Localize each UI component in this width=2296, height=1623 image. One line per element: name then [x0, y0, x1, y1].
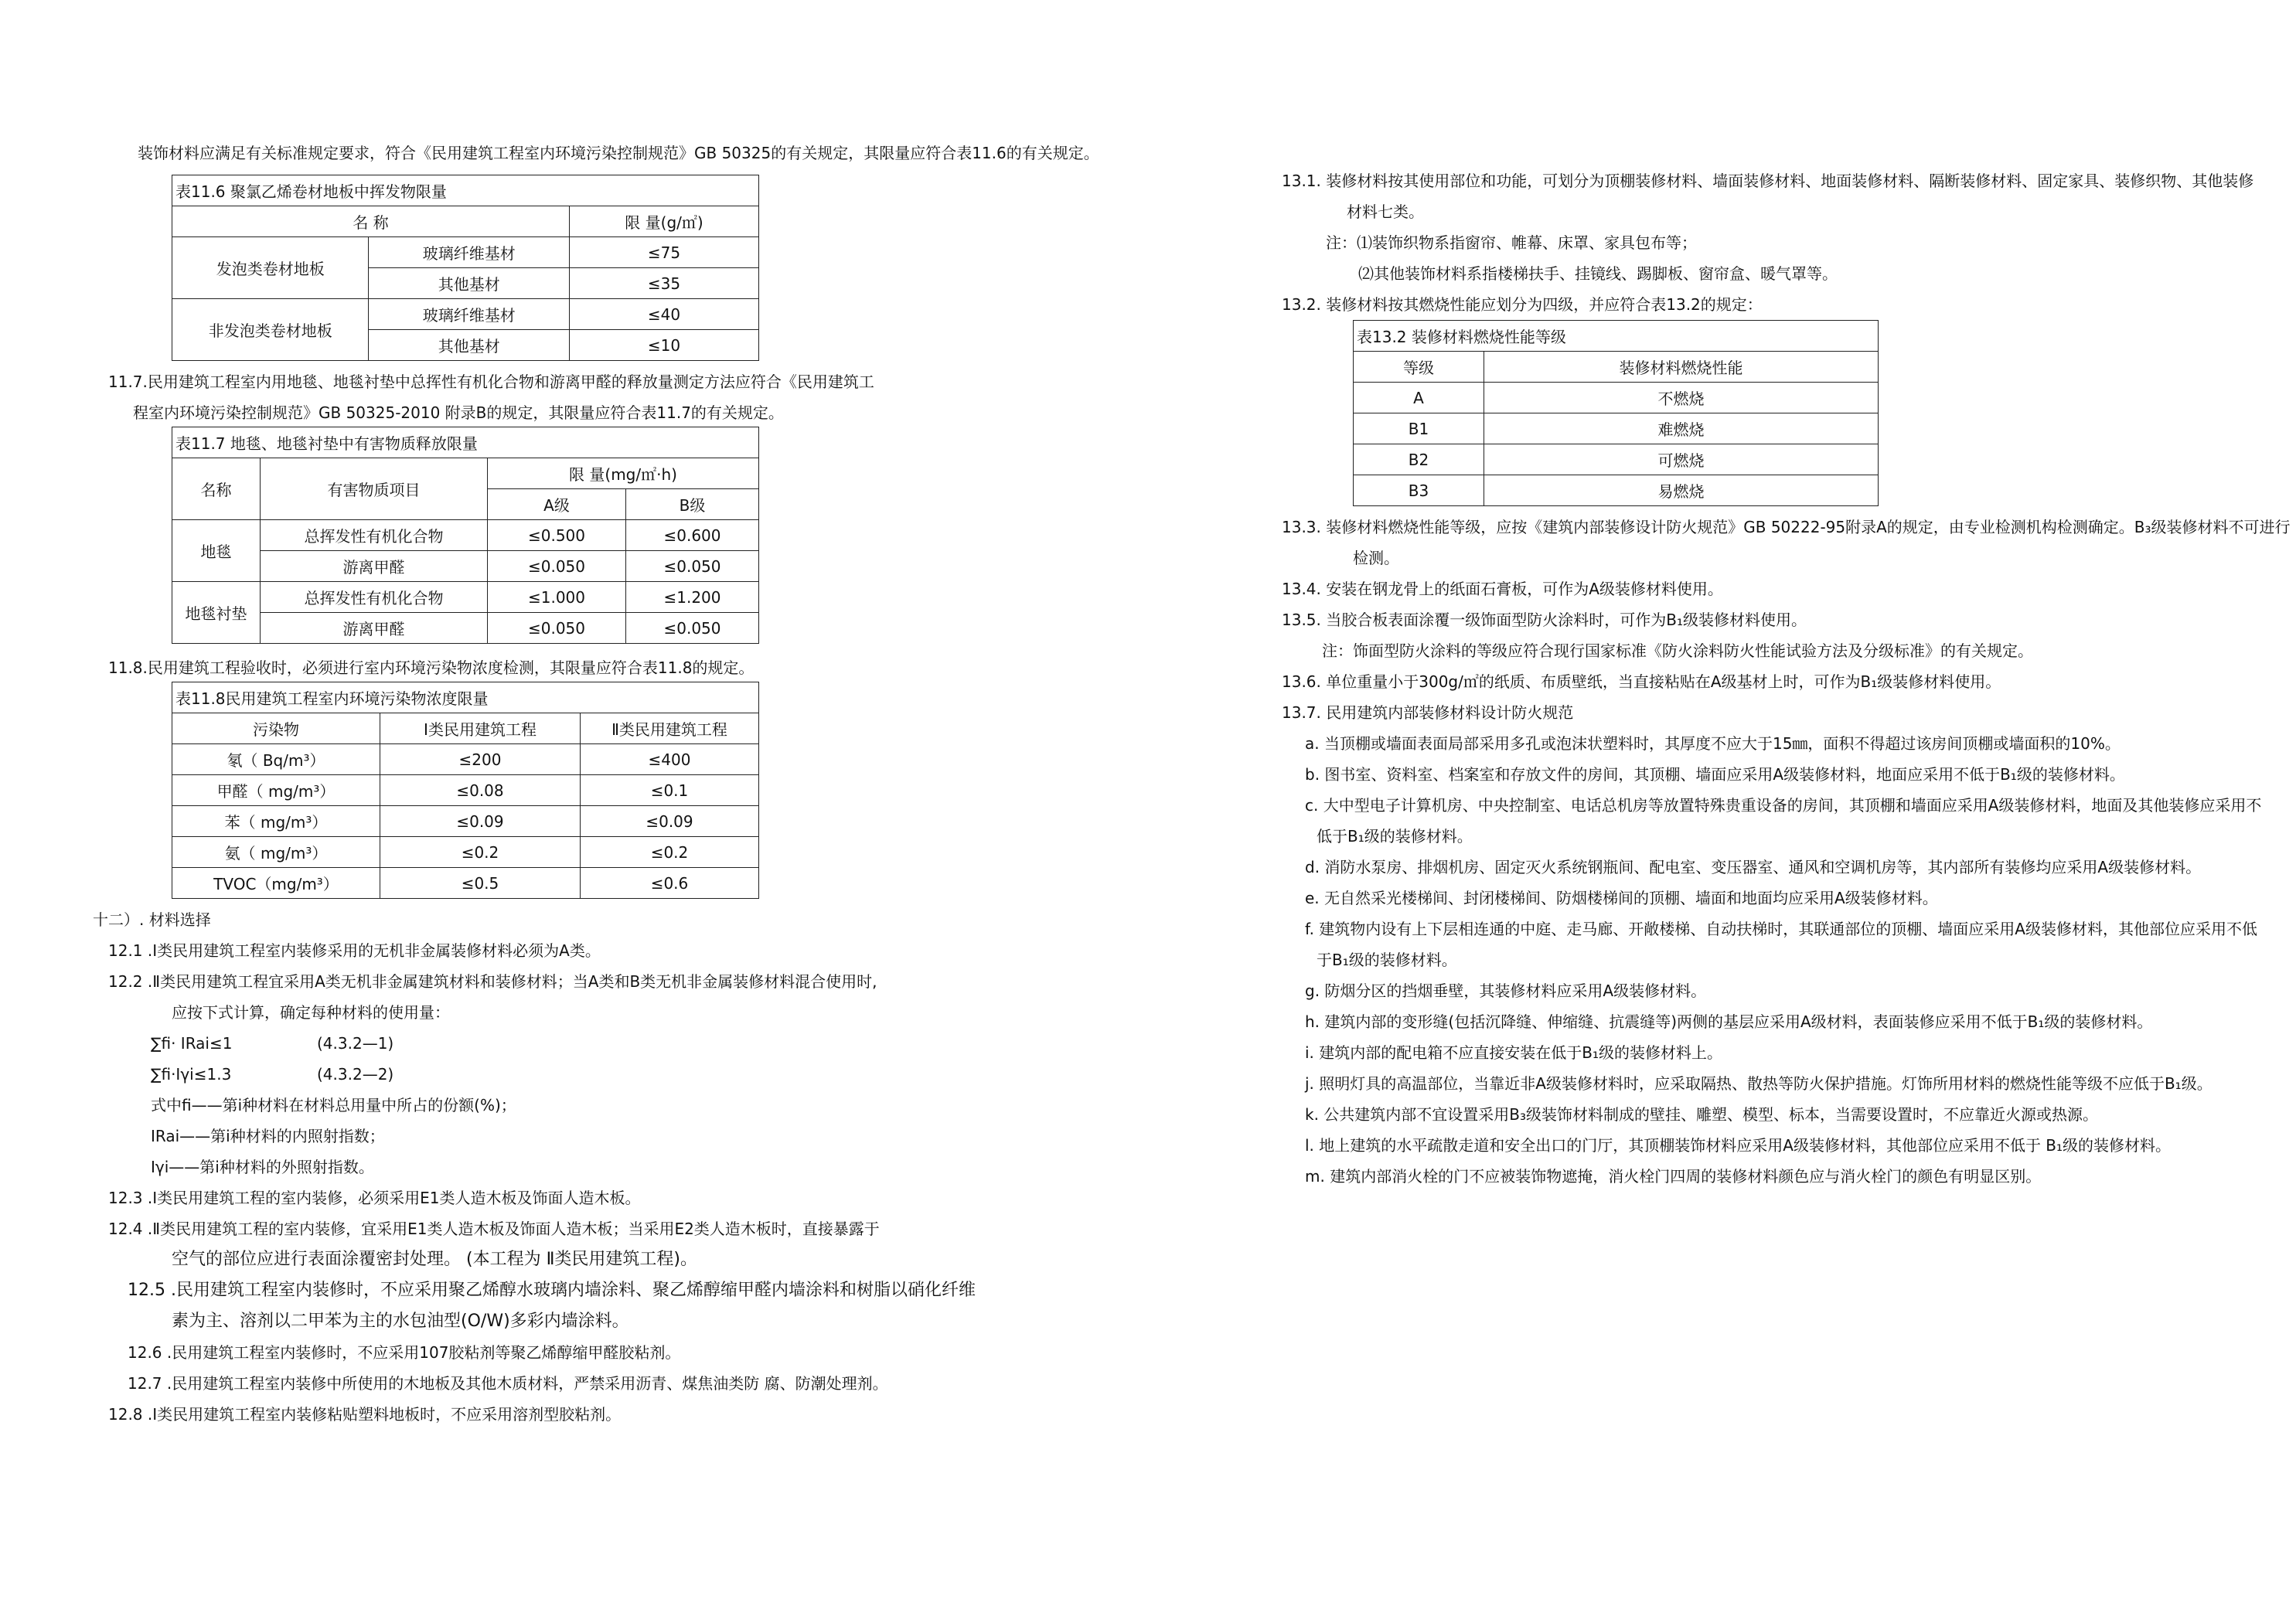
table-cell: B2 [1354, 444, 1484, 475]
item-13-7-m: m. 建筑内部消火栓的门不应被装饰物遮掩，消火栓门四周的装修材料颜色应与消火栓门的颜色有明显区别。 [1305, 1167, 2042, 1186]
table-cell: ≤10 [570, 330, 759, 361]
formula-1: ∑fi· IRai≤1 [151, 1034, 233, 1053]
table-cell: ≤0.08 [380, 775, 581, 806]
table-cell: 其他基材 [369, 330, 570, 361]
table-header: B级 [626, 489, 759, 520]
para-13-3-line1: 13.3. 装修材料燃烧性能等级，应按《建筑内部装修设计防火规范》GB 50222-95附录A的规定，由专业检测机构检测确定。B₃级装修材料不可进行 [1282, 518, 2291, 536]
item-13-7-c-line1: c. 大中型电子计算机房、中央控制室、电话总机房等放置特殊贵重设备的房间，其顶棚和墙面应采用A级装修材料，地面及其他装修应采用不 [1305, 796, 2262, 815]
table-cell: TVOC（mg/m³） [172, 868, 380, 899]
table-header: 装修材料燃烧性能 [1484, 352, 1879, 383]
item-13-7-d: d. 消防水泵房、排烟机房、固定灭火系统钢瓶间、配电室、变压器室、通风和空调机房等，其内部所有装修均应采用A级装修材料。 [1305, 858, 2202, 876]
table-cell: 非发泡类卷材地板 [172, 299, 369, 361]
table-cell: ≤0.600 [626, 520, 759, 551]
item-13-7-e: e. 无自然采光楼梯间、封闭楼梯间、防烟楼梯间的顶棚、墙面和地面均应采用A级装修材料。 [1305, 889, 1938, 907]
item-13-7-l: l. 地上建筑的水平疏散走道和安全出口的门厅，其顶棚装饰材料应采用A级装修材料，其他部位应采用不低于 B₁级的装修材料。 [1305, 1136, 2172, 1155]
formula-1-number: (4.3.2—1) [317, 1034, 394, 1053]
para-11-8: 11.8.民用建筑工程验收时，必须进行室内环境污染物浓度检测，其限量应符合表11.8的规定。 [108, 658, 755, 677]
para-13-6: 13.6. 单位重量小于300g/㎡的纸质、布质壁纸，当直接粘贴在A级基材上时，可作为B₁级装修材料使用。 [1282, 672, 2001, 691]
table-cell: 不燃烧 [1484, 383, 1879, 413]
table-11-7 [172, 427, 759, 644]
cut-off-top-text: 装饰材料应满足有关标准规定要求，符合《民用建筑工程室内环境污染控制规范》GB 50325的有关规定，其限量应符合表11.6的有关规定。 [138, 144, 1099, 162]
table-cell: 苯（ mg/m³） [172, 806, 380, 837]
table-cell: ≤0.5 [380, 868, 581, 899]
table-cell: ≤0.050 [626, 551, 759, 582]
item-13-7-b: b. 图书室、资料室、档案室和存放文件的房间，其顶棚、墙面应采用A级装修材料，地面应采用不低于B₁级的装修材料。 [1305, 765, 2125, 784]
table-cell: 玻璃纤维基材 [369, 299, 570, 330]
para-12-4-line1: 12.4 .Ⅱ类民用建筑工程的室内装修，宜采用E1类人造木板及饰面人造木板；当采用E2类人造木板时，直接暴露于 [108, 1220, 880, 1238]
table-cell: ≤0.09 [581, 806, 759, 837]
note-13-5: 注：饰面型防火涂料的等级应符合现行国家标准《防火涂料防火性能试验方法及分级标准》的有关规定。 [1322, 641, 2033, 660]
table-cell: ≤1.200 [626, 582, 759, 613]
table-header: A级 [488, 489, 626, 520]
table-caption: 表11.7 地毯、地毯衬垫中有害物质释放限量 [172, 427, 759, 458]
item-13-7-a: a. 当顶棚或墙面表面局部采用多孔或泡沫状塑料时，其厚度不应大于15㎜，面积不得超过该房间顶棚或墙面积的10%。 [1305, 734, 2121, 753]
table-header: Ⅱ类民用建筑工程 [581, 713, 759, 744]
item-13-7-k: k. 公共建筑内部不宜设置采用B₃级装饰材料制成的壁挂、雕塑、模型、标本，当需要设置时，不应靠近火源或热源。 [1305, 1105, 2099, 1124]
item-13-7-c-line2: 低于B₁级的装修材料。 [1317, 827, 1473, 846]
table-cell: 地毯衬垫 [172, 582, 261, 644]
table-cell: 游离甲醛 [261, 551, 488, 582]
para-12-5-line2: 素为主、溶剂以二甲苯为主的水包油型(O/W)多彩内墙涂料。 [172, 1312, 629, 1331]
item-13-7-j: j. 照明灯具的高温部位，当靠近非A级装修材料时，应采取隔热、散热等防火保护措施。灯饰所用材料的燃烧性能等级不应低于B₁级。 [1305, 1074, 2213, 1093]
formula-where-1: 式中fi——第i种材料在材料总用量中所占的份额(%)； [151, 1096, 516, 1114]
table-header: 等级 [1354, 352, 1484, 383]
table-cell: ≤0.6 [581, 868, 759, 899]
table-cell: ≤0.050 [488, 613, 626, 644]
note-13-1-b: ⑵其他装饰材料系指楼梯扶手、挂镜线、踢脚板、窗帘盒、暖气罩等。 [1358, 264, 1838, 283]
table-cell: ≤0.1 [581, 775, 759, 806]
para-12-6: 12.6 .民用建筑工程室内装修时，不应采用107胶粘剂等聚乙烯醇缩甲醛胶粘剂。 [128, 1343, 681, 1362]
para-12-2-line1: 12.2 .Ⅱ类民用建筑工程宜采用A类无机非金属建筑材料和装修材料；当A类和B类无机非金属装修材料混合使用时, [108, 972, 877, 991]
para-12-4-line2: 空气的部位应进行表面涂覆密封处理。 (本工程为 Ⅱ类民用建筑工程)。 [172, 1250, 697, 1269]
para-12-5-line1: 12.5 .民用建筑工程室内装修时，不应采用聚乙烯醇水玻璃内墙涂料、聚乙烯醇缩甲醛内墙涂料和树脂以硝化纤维 [128, 1281, 976, 1300]
para-13-1-line1: 13.1. 装修材料按其使用部位和功能，可划分为顶棚装修材料、墙面装修材料、地面装修材料、隔断装修材料、固定家具、装修织物、其他装修 [1282, 172, 2254, 190]
table-cell: ≤0.2 [581, 837, 759, 868]
table-cell: B3 [1354, 475, 1484, 506]
table-caption: 表11.6 聚氯乙烯卷材地板中挥发物限量 [172, 175, 759, 206]
table-cell: 游离甲醛 [261, 613, 488, 644]
table-cell: 其他基材 [369, 268, 570, 299]
table-cell: 可燃烧 [1484, 444, 1879, 475]
table-cell: 氡（ Bq/m³） [172, 744, 380, 775]
table-cell: ≤0.2 [380, 837, 581, 868]
para-12-8: 12.8 .Ⅰ类民用建筑工程室内装修粘贴塑料地板时，不应采用溶剂型胶粘剂。 [108, 1405, 622, 1424]
para-12-7: 12.7 .民用建筑工程室内装修中所使用的木地板及其他木质材料，严禁采用沥青、煤焦油类防 腐、防潮处理剂。 [128, 1374, 888, 1393]
note-13-1-a: 注：⑴装饰织物系指窗帘、帷幕、床罩、家具包布等； [1326, 233, 1697, 252]
item-13-7-h: h. 建筑内部的变形缝(包括沉降缝、伸缩缝、抗震缝等)两侧的基层应采用A级材料，表面装修应采用不低于B₁级的装修材料。 [1305, 1012, 2153, 1031]
item-13-7-f-line2: 于B₁级的装修材料。 [1317, 951, 1457, 969]
table-cell: 氨（ mg/m³） [172, 837, 380, 868]
table-header: Ⅰ类民用建筑工程 [380, 713, 581, 744]
table-cell: 地毯 [172, 520, 261, 582]
para-12-3: 12.3 .Ⅰ类民用建筑工程的室内装修，必须采用E1类人造木板及饰面人造木板。 [108, 1189, 641, 1207]
table-cell: 玻璃纤维基材 [369, 237, 570, 268]
table-cell: ≤0.050 [488, 551, 626, 582]
para-13-4: 13.4. 安装在钢龙骨上的纸面石膏板，可作为A级装修材料使用。 [1282, 580, 1723, 598]
table-header: 污染物 [172, 713, 380, 744]
para-12-2-line2: 应按下式计算，确定每种材料的使用量： [172, 1003, 450, 1022]
para-12-1: 12.1 .Ⅰ类民用建筑工程室内装修采用的无机非金属装修材料必须为A类。 [108, 941, 601, 960]
table-cell: ≤0.09 [380, 806, 581, 837]
table-13-2 [1353, 320, 1879, 506]
para-13-2: 13.2. 装修材料按其燃烧性能应划分为四级，并应符合表13.2的规定： [1282, 295, 1763, 314]
para-11-7-line2: 程室内环境污染控制规范》GB 50325-2010 附录B的规定，其限量应符合表11.7的有关规定。 [133, 403, 784, 422]
section-12-title: 十二）. 材料选择 [93, 910, 211, 929]
item-13-7-g: g. 防烟分区的挡烟垂壁，其装修材料应采用A级装修材料。 [1305, 982, 1707, 1000]
formula-where-2: IRai——第i种材料的内照射指数； [151, 1127, 385, 1145]
table-cell: 总挥发性有机化合物 [261, 582, 488, 613]
table-cell: 难燃烧 [1484, 413, 1879, 444]
table-cell: ≤200 [380, 744, 581, 775]
para-11-7-line1: 11.7.民用建筑工程室内用地毯、地毯衬垫中总挥性有机化合物和游离甲醛的释放量测定方法应符合《民用建筑工 [108, 373, 874, 391]
item-13-7-f-line1: f. 建筑物内设有上下层相连通的中庭、走马廊、开敞楼梯、自动扶梯时，其联通部位的顶棚、墙面应采用A级装修材料，其他部位应采用不低 [1305, 920, 2257, 938]
table-11-8 [172, 682, 759, 899]
table-cell: ≤400 [581, 744, 759, 775]
table-cell: ≤35 [570, 268, 759, 299]
formula-2-number: (4.3.2—2) [317, 1065, 394, 1084]
table-cell: 甲醛（ mg/m³） [172, 775, 380, 806]
table-cell: ≤40 [570, 299, 759, 330]
table-cell: 易燃烧 [1484, 475, 1879, 506]
table-cell: A [1354, 383, 1484, 413]
table-cell: 发泡类卷材地板 [172, 237, 369, 299]
formula-where-3: Iγi——第i种材料的外照射指数。 [151, 1158, 374, 1176]
table-cell: ≤1.000 [488, 582, 626, 613]
table-caption: 表13.2 装修材料燃烧性能等级 [1354, 321, 1879, 352]
para-13-3-line2: 检测。 [1353, 549, 1399, 567]
para-13-7: 13.7. 民用建筑内部装修材料设计防火规范 [1282, 703, 1574, 722]
table-header: 限 量(g/㎡) [570, 206, 759, 237]
item-13-7-i: i. 建筑内部的配电箱不应直接安装在低于B₁级的装修材料上。 [1305, 1043, 1723, 1062]
table-cell: ≤0.500 [488, 520, 626, 551]
table-header: 名称 [172, 458, 261, 520]
para-13-5: 13.5. 当胶合板表面涂覆一级饰面型防火涂料时，可作为B₁级装修材料使用。 [1282, 611, 1807, 629]
table-cell: ≤0.050 [626, 613, 759, 644]
table-11-6 [172, 175, 759, 361]
table-header: 名 称 [172, 206, 570, 237]
table-caption: 表11.8民用建筑工程室内环境污染物浓度限量 [172, 682, 759, 713]
table-cell: B1 [1354, 413, 1484, 444]
para-13-1-line2: 材料七类。 [1347, 202, 1424, 221]
formula-2: ∑fi·Iγi≤1.3 [151, 1065, 232, 1084]
table-cell: ≤75 [570, 237, 759, 268]
table-header: 限 量(mg/㎡·h) [488, 458, 759, 489]
table-header: 有害物质项目 [261, 458, 488, 520]
table-cell: 总挥发性有机化合物 [261, 520, 488, 551]
